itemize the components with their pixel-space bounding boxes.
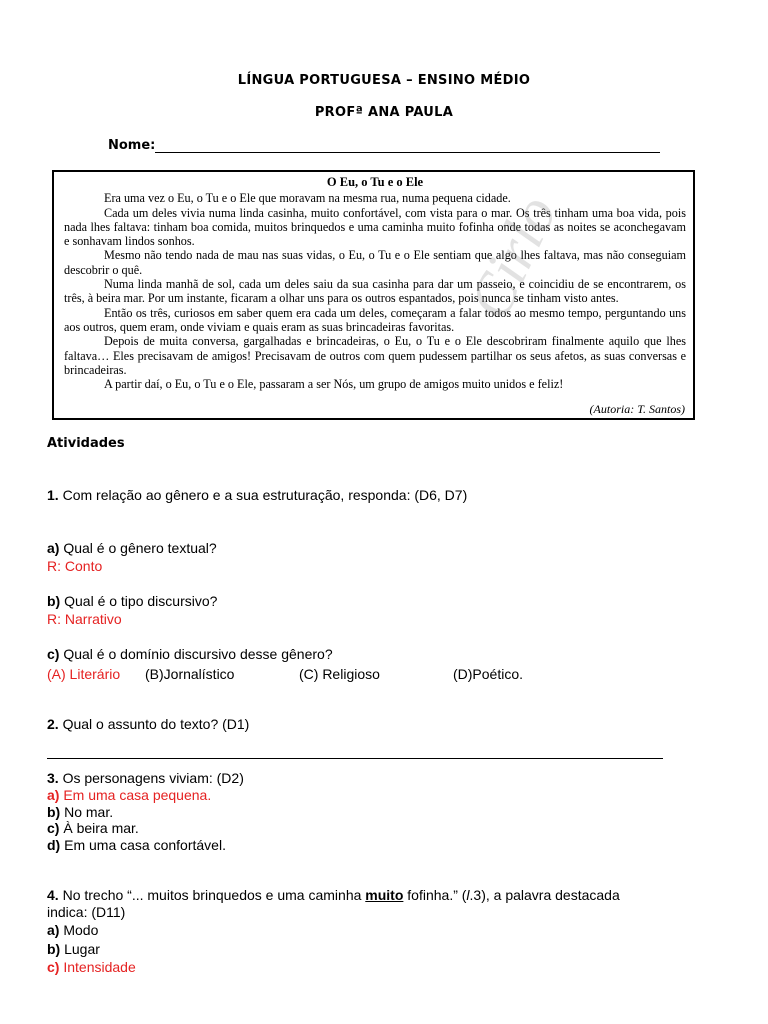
answer-1a: R: Conto bbox=[47, 558, 103, 574]
question-4 bbox=[47, 887, 620, 904]
item-label: c) bbox=[47, 959, 60, 975]
name-label: Nome: bbox=[108, 138, 156, 153]
option-3b bbox=[47, 804, 113, 821]
item-label: b) bbox=[47, 941, 61, 957]
question-number: 1. bbox=[47, 487, 59, 503]
question-2 bbox=[47, 716, 249, 733]
story-paragraph: Mesmo não tendo nada de mau nas suas vidas, o Eu, o Tu e o Ele sentiam que algo lhes faltava, mas não conseguiam descobrir o quê. bbox=[64, 248, 686, 277]
item-label: c) bbox=[47, 820, 60, 836]
item-label: a) bbox=[47, 787, 60, 803]
item-text: Qual é o domínio discursivo desse gênero? bbox=[59, 646, 333, 662]
option-3a bbox=[47, 787, 211, 804]
story-title: O Eu, o Tu e o Ele bbox=[326, 175, 424, 189]
story-paragraph: Cada um deles vivia numa linda casinha, muito confortável, com vista para o mar. Os três tinham uma boa vida, pois nada lhes faltava: tinham boa comida, muitos brinquedos e uma caminha muito fofinha onde todas as noites se aconchegavam e sonhavam lindos sonhos. bbox=[64, 205, 686, 249]
question-number: 3. bbox=[47, 770, 59, 786]
question-text: .3), a palavra destacada bbox=[469, 887, 620, 903]
question-1c bbox=[47, 646, 333, 663]
item-text: Em uma casa confortável. bbox=[60, 837, 226, 853]
option-religioso: (C) Religioso bbox=[299, 666, 380, 682]
story-paragraph: Numa linda manhã de sol, cada um deles saiu da sua casinha para dar um passeio, e coincidiu de se encontrarem, os três, à beira mar. Por um instante, ficaram a olhar uns para os outros espantados, pois nunca se tinham visto antes. bbox=[64, 277, 686, 306]
option-4a bbox=[47, 922, 98, 939]
question-number: 4. bbox=[47, 887, 59, 903]
question-4-cont: indica: (D11) bbox=[47, 904, 126, 920]
item-label: b) bbox=[47, 804, 61, 820]
question-text: Os personagens viviam: (D2) bbox=[58, 770, 244, 786]
item-label: b) bbox=[47, 593, 61, 609]
question-text: No trecho “... muitos brinquedos e uma caminha bbox=[58, 887, 366, 903]
story-paragraph: Depois de muita conversa, gargalhadas e brincadeiras, o Eu, o Tu e o Ele descobriram finalmente aquilo que lhes faltava… Eles precisavam de amigos! Precisavam de outros com quem pudessem partilhar os seus afetos, as suas conversas e brincadeiras. bbox=[64, 334, 686, 377]
option-4c bbox=[47, 959, 136, 976]
question-number: 2. bbox=[47, 716, 59, 732]
highlighted-word: muito bbox=[365, 887, 404, 903]
option-poetico: (D)Poético. bbox=[453, 666, 524, 682]
option-4b bbox=[47, 941, 100, 958]
option-3c bbox=[47, 820, 139, 837]
item-text: Em uma casa pequena. bbox=[59, 787, 212, 803]
question-text: fofinha.” ( bbox=[403, 887, 467, 903]
option-jornalistico: (B)Jornalístico bbox=[145, 666, 235, 682]
item-text: Lugar bbox=[60, 941, 100, 957]
watermark: Cirlo bbox=[455, 185, 570, 329]
answer-1b: R: Narrativo bbox=[47, 611, 122, 627]
answer-line[interactable] bbox=[47, 758, 663, 759]
story-box bbox=[52, 170, 695, 420]
document-title: LÍNGUA PORTUGUESA – ENSINO MÉDIO bbox=[237, 73, 531, 88]
question-1b bbox=[47, 593, 217, 610]
question-3 bbox=[47, 770, 244, 787]
item-text: Intensidade bbox=[59, 959, 136, 975]
item-label: c) bbox=[47, 646, 60, 662]
activities-heading: Atividades bbox=[47, 436, 125, 451]
item-label: d) bbox=[47, 837, 61, 853]
story-paragraph: Então os três, curiosos em saber quem era cada um deles, começaram a falar todos ao mesmo tempo, perguntando uns aos outros, quem eram, onde viviam e quais eram as suas brincadeiras favoritas. bbox=[64, 305, 686, 334]
story-author: (Autoria: T. Santos) bbox=[589, 401, 685, 416]
story-paragraph: Era uma vez o Eu, o Tu e o Ele que moravam na mesma rua, numa pequena cidade. bbox=[104, 191, 511, 206]
item-text: Qual é o tipo discursivo? bbox=[60, 593, 218, 609]
story-paragraph: A partir daí, o Eu, o Tu e o Ele, passaram a ser Nós, um grupo de amigos muito unidos e feliz! bbox=[104, 377, 564, 392]
question-text: Com relação ao gênero e a sua estruturação, responda: (D6, D7) bbox=[58, 487, 468, 503]
item-text: Qual é o gênero textual? bbox=[59, 540, 217, 556]
option-literario: (A) Literário bbox=[47, 666, 121, 682]
question-1 bbox=[47, 487, 467, 504]
item-text: À beira mar. bbox=[59, 820, 139, 836]
name-field-line[interactable] bbox=[155, 152, 660, 153]
item-label: a) bbox=[47, 540, 60, 556]
question-text: Qual o assunto do texto? (D1) bbox=[58, 716, 250, 732]
line-reference: l bbox=[466, 887, 470, 903]
teacher-name: PROFª ANA PAULA bbox=[314, 105, 454, 120]
question-1a bbox=[47, 540, 217, 557]
item-text: Modo bbox=[59, 922, 99, 938]
option-3d bbox=[47, 837, 226, 854]
item-text: No mar. bbox=[60, 804, 114, 820]
item-label: a) bbox=[47, 922, 60, 938]
